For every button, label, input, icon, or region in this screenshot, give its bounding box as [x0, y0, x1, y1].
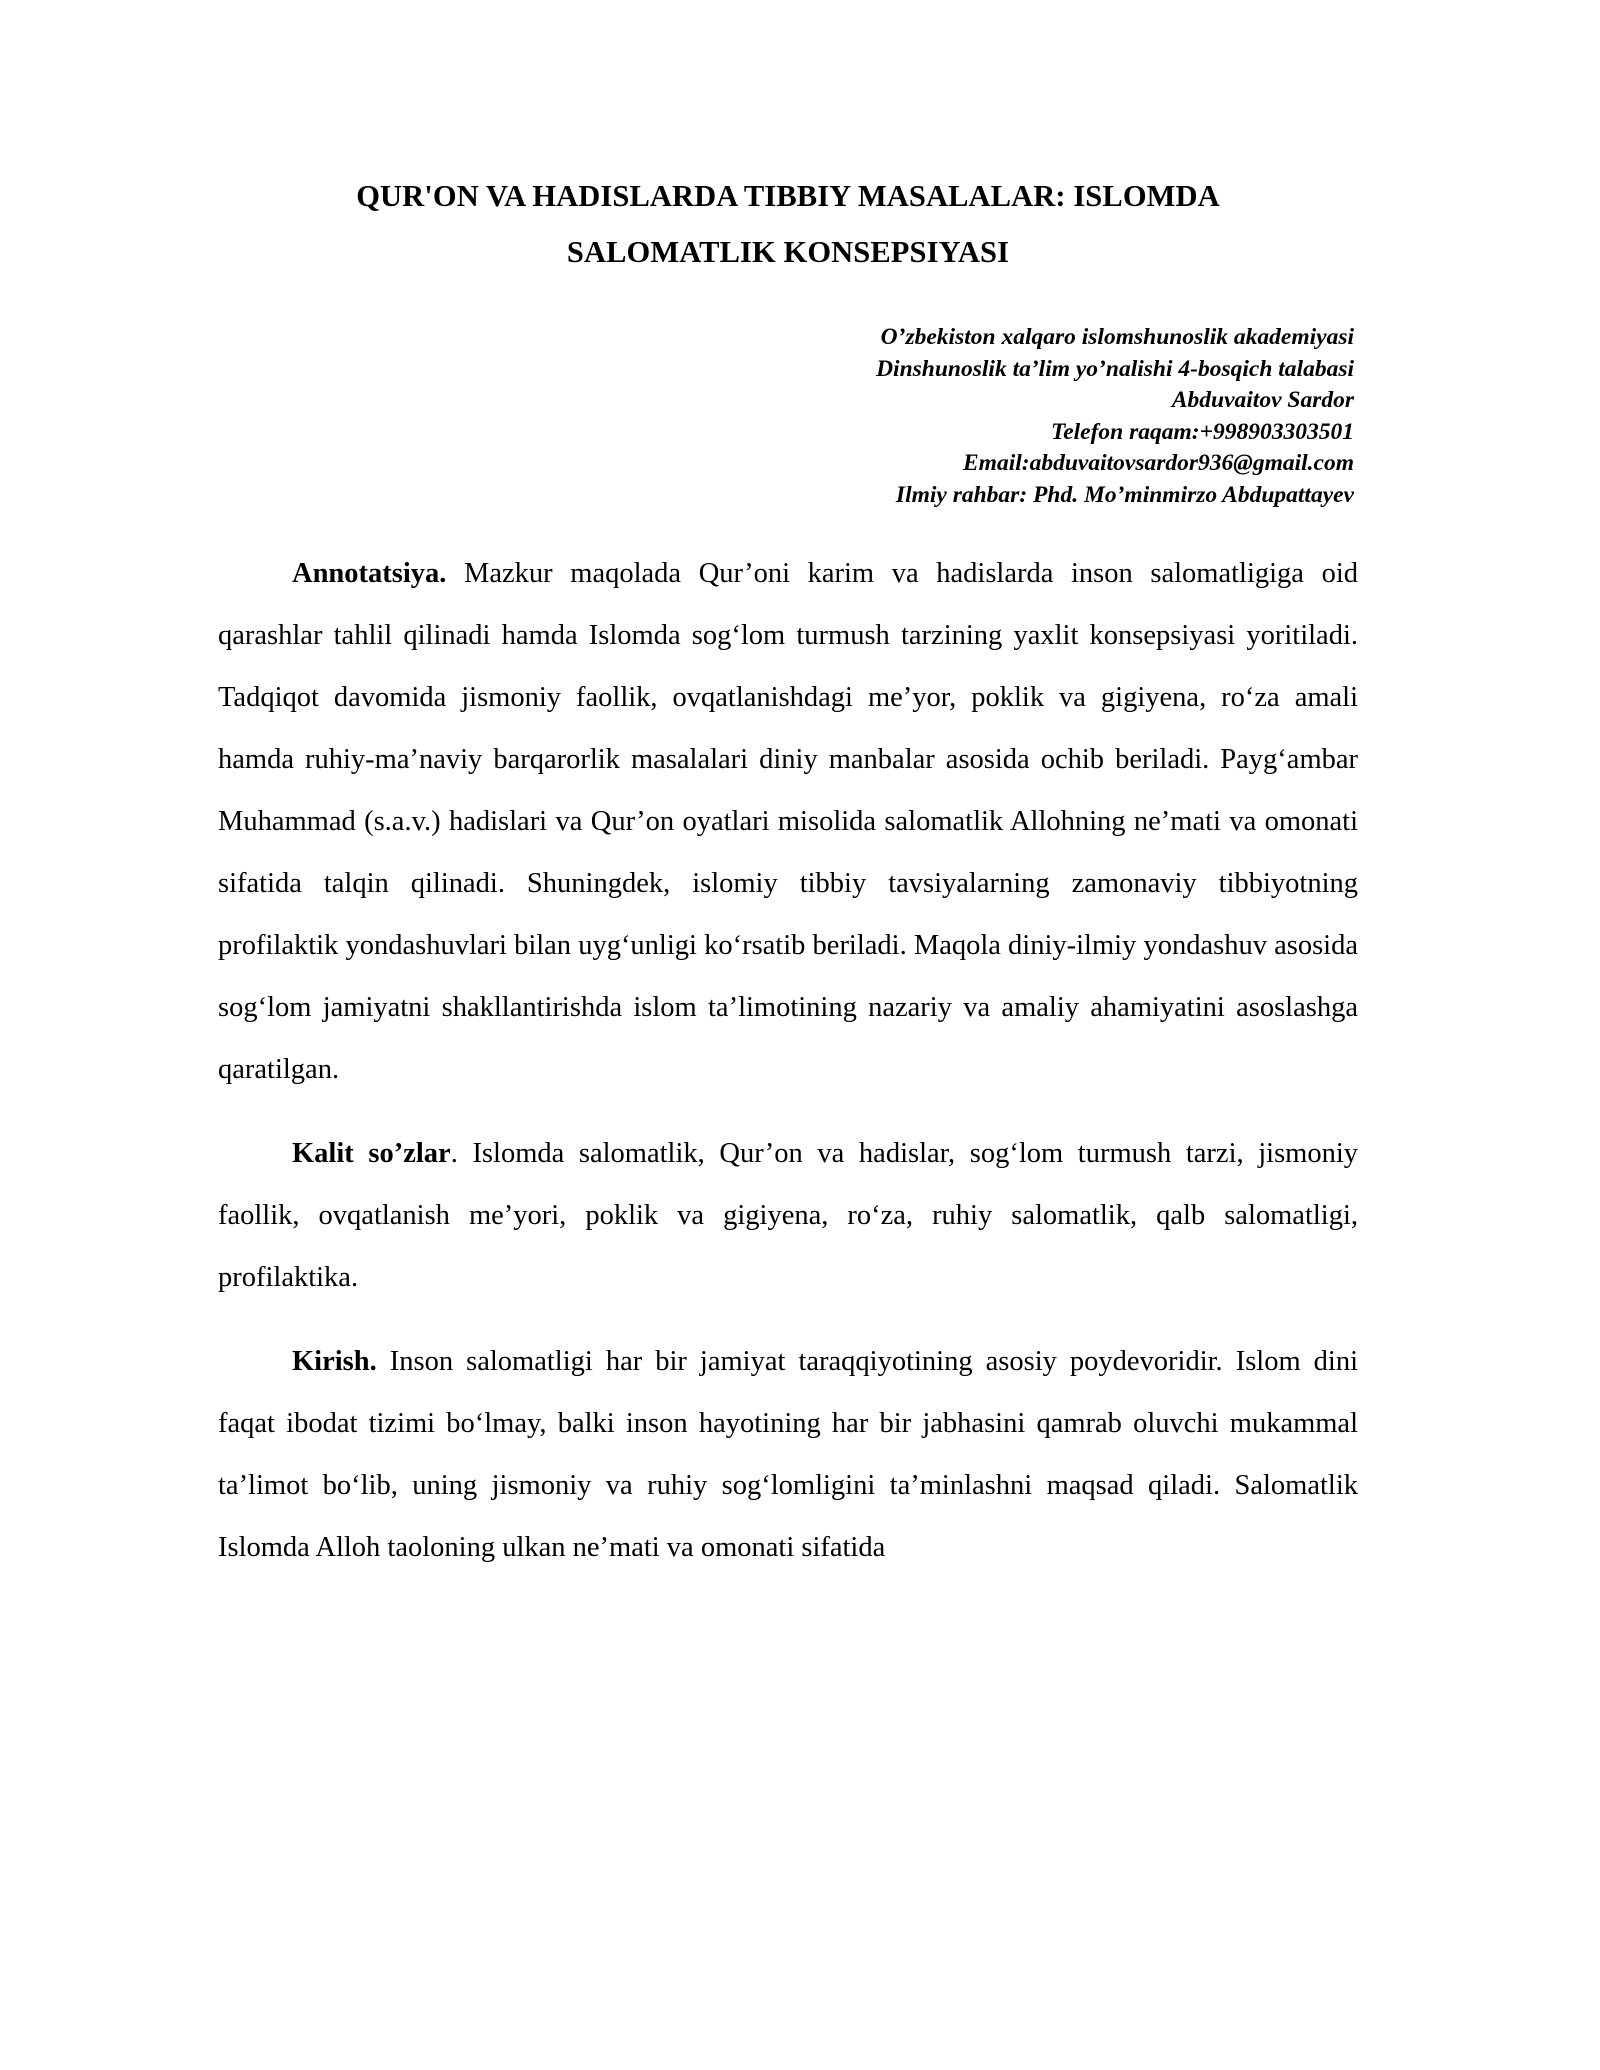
author-affiliation-block: [218, 322, 1358, 511]
paragraph-lead-annotatsiya: Annotatsiya.: [292, 558, 447, 589]
page-content: [218, 0, 1358, 1579]
page-title: [218, 168, 1358, 280]
author-phone: Telefon raqam:+998903303501: [1051, 418, 1354, 445]
title-line-2: SALOMATLIK KONSEPSIYASI: [566, 235, 1010, 269]
author-email: Email:abduvaitovsardor936@gmail.com: [963, 450, 1354, 476]
paragraph-body-annotatsiya: Mazkur maqolada Qur’oni karim va hadislarda inson salomatligiga oid qarashlar tahlil qilinadi hamda Islomda sog‘lom turmush tarzining yaxlit konsepsiyasi yoritiladi. Tadqiqot davomida jismoniy faollik, ovqatlanishdagi me’yor, poklik va gigiyena, ro‘za amali hamda ruhiy-ma’naviy barqarorlik masalalari diniy manbalar asosida ochib beriladi. Payg‘ambar Muhammad (s.a.v.) hadislari va Qur’on oyatlari misolida salomatlik Allohning ne’mati va omonati sifatida talqin qilinadi. Shuningdek, islomiy tibbiy tavsiyalarning zamonaviy tibbiyotning profilaktik yondashuvlari bilan uyg‘unligi ko‘rsatib beriladi. Maqola diniy-ilmiy yondashuv asosida sog‘lom jamiyatni shakllantirishda islom ta’limotining nazariy va amaliy ahamiyatini asoslashga qaratilgan.: [218, 558, 1358, 1085]
title-line-1: QUR'ON VA HADISLARDA TIBBIY MASALALAR: ISLOMDA: [356, 179, 1220, 213]
paragraph-kalit-sozlar: [218, 1123, 1358, 1309]
paragraph-kirish: [218, 1331, 1358, 1579]
supervisor-name: Ilmiy rahbar: Phd. Mo’minmirzo Abdupattayev: [895, 481, 1354, 508]
body-text: [218, 543, 1358, 1579]
paragraph-lead-kalit-sozlar: Kalit so’zlar: [292, 1138, 451, 1169]
affiliation-program: Dinshunoslik ta’lim yo’nalishi 4-bosqich talabasi: [876, 355, 1354, 382]
author-name: Abduvaitov Sardor: [1171, 387, 1354, 413]
paragraph-body-kirish: Inson salomatligi har bir jamiyat taraqqiyotining asosiy poydevoridir. Islom dini faqat ibodat tizimi bo‘lmay, balki inson hayotining har bir jabhasini qamrab oluvchi mukammal ta’limot bo‘lib, uning jismoniy va ruhiy sog‘lomligini ta’minlashni maqsad qiladi. Salomatlik Islomda Alloh taoloning ulkan ne’mati va omonati sifatida: [218, 1346, 1358, 1563]
paragraph-lead-kirish: Kirish.: [292, 1346, 377, 1377]
paragraph-body-kalit-sozlar: . Islomda salomatlik, Qur’on va hadislar, sog‘lom turmush tarzi, jismoniy faollik, ovqatlanish me’yori, poklik va gigiyena, ro‘za, ruhiy salomatlik, qalb salomatligi, profilaktika.: [218, 1138, 1359, 1293]
affiliation-academy: O’zbekiston xalqaro islomshunoslik akademiyasi: [880, 324, 1354, 350]
paragraph-annotatsiya: [218, 543, 1358, 1101]
